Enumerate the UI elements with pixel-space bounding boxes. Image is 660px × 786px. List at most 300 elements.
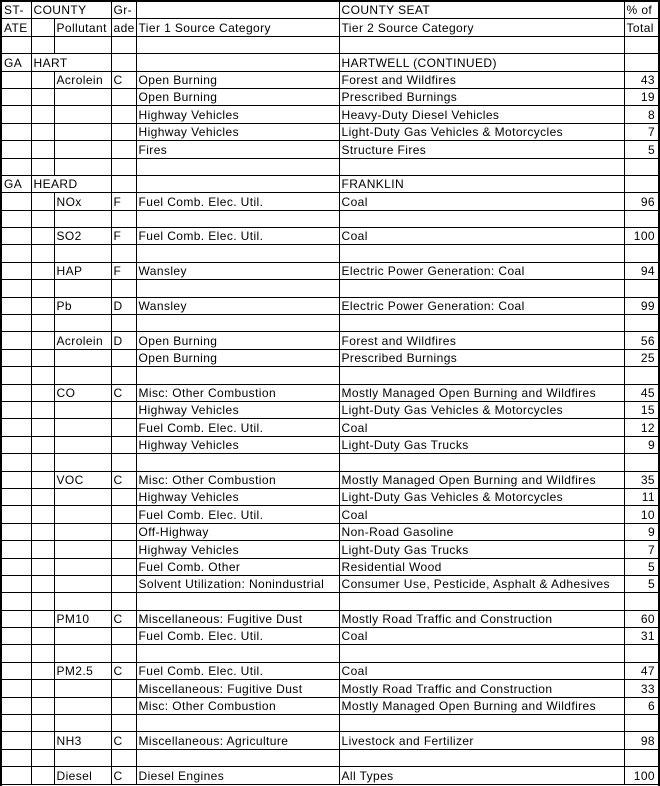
empty-cell-state [2, 593, 31, 610]
pct-cell: 96 [624, 193, 658, 210]
empty-cell-pollutant [54, 645, 111, 662]
tier2-cell: Coal [339, 506, 624, 523]
tier1-cell: Open Burning [136, 349, 339, 366]
state-empty [2, 384, 31, 401]
header-pct-bottom: Total [624, 19, 658, 36]
empty-cell-pct [624, 158, 658, 175]
empty-cell-county [31, 715, 54, 732]
tier1-cell: Wansley [136, 262, 339, 279]
state-empty [2, 297, 31, 314]
grade-cell: D [111, 297, 136, 314]
spacer-row [2, 593, 658, 610]
tier1-cell: Misc: Other Combustion [136, 471, 339, 488]
table-row [2, 123, 658, 140]
tier2-cell: Coal [339, 419, 624, 436]
pollutant-empty [54, 541, 111, 558]
tier1-cell: Fuel Comb. Elec. Util. [136, 662, 339, 679]
pct-cell: 99 [624, 297, 658, 314]
tier1-cell: Open Burning [136, 88, 339, 105]
empty-cell-state [2, 454, 31, 471]
empty-cell-pollutant [54, 36, 111, 53]
tier2-cell: Coal [339, 228, 624, 245]
header-county: COUNTY [31, 2, 111, 19]
county-empty [31, 732, 54, 749]
grade-empty [111, 680, 136, 697]
tier1-cell: Fuel Comb. Elec. Util. [136, 419, 339, 436]
empty-cell-state [2, 158, 31, 175]
empty-cell-tier1 [136, 593, 339, 610]
pollutant-empty [54, 141, 111, 158]
table-row [2, 262, 658, 279]
spacer-row [2, 245, 658, 262]
spacer-row [2, 454, 658, 471]
county-empty [31, 628, 54, 645]
pct-cell: 100 [624, 228, 658, 245]
grade-cell: F [111, 193, 136, 210]
header-row-2 [2, 19, 658, 36]
tier1-cell: Highway Vehicles [136, 123, 339, 140]
tier2-cell: Light-Duty Gas Vehicles & Motorcycles [339, 123, 624, 140]
county-row-hart [2, 54, 658, 71]
table-row [2, 610, 658, 627]
empty-cell-tier1 [136, 645, 339, 662]
tier2-cell: Electric Power Generation: Coal [339, 297, 624, 314]
empty-cell-grade [111, 749, 136, 766]
county-empty [31, 541, 54, 558]
tier2-cell: Prescribed Burnings [339, 349, 624, 366]
pct-empty [624, 54, 658, 71]
state-empty [2, 436, 31, 453]
header-tier1-top [136, 2, 339, 19]
empty-cell-county [31, 210, 54, 227]
grade-cell: C [111, 662, 136, 679]
tier2-cell: Forest and Wildfires [339, 71, 624, 88]
table-row [2, 506, 658, 523]
empty-cell-tier1 [136, 367, 339, 384]
county-empty [31, 71, 54, 88]
grade-empty [111, 558, 136, 575]
grade-empty [111, 123, 136, 140]
tier1-cell: Open Burning [136, 332, 339, 349]
tier1-cell: Misc: Other Combustion [136, 384, 339, 401]
empty-cell-state [2, 645, 31, 662]
empty-cell-pct [624, 645, 658, 662]
empty-cell-state [2, 36, 31, 53]
empty-cell-pct [624, 454, 658, 471]
empty-cell-pollutant [54, 367, 111, 384]
county-empty [31, 767, 54, 784]
grade-cell: F [111, 262, 136, 279]
empty-cell-tier2 [339, 454, 624, 471]
empty-cell-grade [111, 210, 136, 227]
pct-cell: 10 [624, 506, 658, 523]
tier1-empty [136, 54, 339, 71]
empty-cell-county [31, 367, 54, 384]
grade-empty [111, 506, 136, 523]
empty-cell-tier2 [339, 210, 624, 227]
state-empty [2, 767, 31, 784]
county-empty [31, 575, 54, 592]
spacer-row [2, 367, 658, 384]
tier2-cell: Electric Power Generation: Coal [339, 262, 624, 279]
county-empty [31, 349, 54, 366]
empty-cell-state [2, 245, 31, 262]
county-empty [31, 262, 54, 279]
empty-cell-pollutant [54, 280, 111, 297]
empty-cell-state [2, 715, 31, 732]
pct-cell: 43 [624, 71, 658, 88]
spacer-row [2, 280, 658, 297]
tier1-cell: Miscellaneous: Fugitive Dust [136, 610, 339, 627]
grade-cell: C [111, 732, 136, 749]
pct-cell: 15 [624, 401, 658, 418]
empty-cell-tier2 [339, 315, 624, 332]
tier1-empty [136, 175, 339, 192]
empty-cell-grade [111, 715, 136, 732]
pollutant-empty [54, 419, 111, 436]
header-tier1: Tier 1 Source Category [136, 19, 339, 36]
county-empty [31, 697, 54, 714]
empty-cell-state [2, 315, 31, 332]
pollutant-empty [54, 523, 111, 540]
county-empty [31, 193, 54, 210]
pct-cell: 33 [624, 680, 658, 697]
empty-cell-county [31, 454, 54, 471]
grade-empty [111, 541, 136, 558]
empty-cell-grade [111, 315, 136, 332]
empty-cell-tier2 [339, 645, 624, 662]
empty-cell-tier1 [136, 280, 339, 297]
county-empty [31, 488, 54, 505]
county-empty [31, 662, 54, 679]
pct-cell: 25 [624, 349, 658, 366]
table-row [2, 767, 658, 784]
pollutant-empty [54, 106, 111, 123]
table-row [2, 436, 658, 453]
tier2-cell: Mostly Managed Open Burning and Wildfires [339, 471, 624, 488]
state-empty [2, 123, 31, 140]
empty-cell-pollutant [54, 715, 111, 732]
tier1-cell: Highway Vehicles [136, 436, 339, 453]
tier2-cell: Consumer Use, Pesticide, Asphalt & Adhesives [339, 575, 624, 592]
pct-cell: 56 [624, 332, 658, 349]
header-county-seat: COUNTY SEAT [339, 2, 624, 19]
empty-cell-pollutant [54, 593, 111, 610]
pct-cell: 35 [624, 471, 658, 488]
pollutant-empty [54, 88, 111, 105]
spacer-row [2, 158, 658, 175]
county-row-heard [2, 175, 658, 192]
pollutant-empty [54, 436, 111, 453]
pollutant-cell: Diesel [54, 767, 111, 784]
pct-cell: 60 [624, 610, 658, 627]
table-row [2, 384, 658, 401]
pollutant-cell: SO2 [54, 228, 111, 245]
state-empty [2, 732, 31, 749]
county-name: HART [31, 54, 111, 71]
tier1-cell: Fuel Comb. Elec. Util. [136, 628, 339, 645]
pollutant-cell: Acrolein [54, 332, 111, 349]
county-empty [31, 558, 54, 575]
table-row [2, 628, 658, 645]
empty-cell-tier1 [136, 245, 339, 262]
grade-cell: D [111, 332, 136, 349]
pollutant-empty [54, 123, 111, 140]
empty-cell-pct [624, 280, 658, 297]
pollutant-empty [54, 558, 111, 575]
county-name: HEARD [31, 175, 111, 192]
empty-cell-grade [111, 645, 136, 662]
empty-cell-pct [624, 367, 658, 384]
table-row [2, 523, 658, 540]
pct-cell: 8 [624, 106, 658, 123]
empty-cell-grade [111, 280, 136, 297]
grade-empty [111, 436, 136, 453]
state-empty [2, 558, 31, 575]
county-empty [31, 401, 54, 418]
header-grade-top: Gr- [111, 2, 136, 19]
empty-cell-pollutant [54, 454, 111, 471]
tier1-cell: Diesel Engines [136, 767, 339, 784]
pct-cell: 5 [624, 141, 658, 158]
empty-cell-tier1 [136, 36, 339, 53]
grade-empty [111, 141, 136, 158]
pct-cell: 98 [624, 732, 658, 749]
tier2-cell: Prescribed Burnings [339, 88, 624, 105]
grade-cell: C [111, 384, 136, 401]
empty-cell-pollutant [54, 315, 111, 332]
pollutant-cell: Pb [54, 297, 111, 314]
header-county-blank [31, 19, 54, 36]
empty-cell-state [2, 749, 31, 766]
pollutant-empty [54, 349, 111, 366]
empty-cell-grade [111, 36, 136, 53]
empty-cell-county [31, 645, 54, 662]
empty-cell-tier2 [339, 245, 624, 262]
grade-cell: F [111, 228, 136, 245]
tier2-cell: Mostly Road Traffic and Construction [339, 610, 624, 627]
state-empty [2, 488, 31, 505]
spacer-row [2, 315, 658, 332]
tier1-cell: Highway Vehicles [136, 541, 339, 558]
empty-cell-county [31, 245, 54, 262]
empty-cell-pollutant [54, 245, 111, 262]
county-empty [31, 436, 54, 453]
table-row [2, 697, 658, 714]
state-empty [2, 88, 31, 105]
empty-cell-county [31, 280, 54, 297]
tier1-cell: Highway Vehicles [136, 401, 339, 418]
empty-cell-tier2 [339, 36, 624, 53]
tier2-cell: Mostly Managed Open Burning and Wildfires [339, 697, 624, 714]
pct-cell: 5 [624, 558, 658, 575]
empty-cell-tier1 [136, 715, 339, 732]
empty-cell-tier2 [339, 158, 624, 175]
grade-empty [111, 523, 136, 540]
grade-empty [111, 488, 136, 505]
state-empty [2, 141, 31, 158]
tier2-cell: Residential Wood [339, 558, 624, 575]
empty-cell-grade [111, 367, 136, 384]
state-empty [2, 628, 31, 645]
header-state-bottom: ATE [2, 19, 31, 36]
tier1-cell: Fuel Comb. Other [136, 558, 339, 575]
grade-empty [111, 628, 136, 645]
tier1-cell: Off-Highway [136, 523, 339, 540]
table-row [2, 680, 658, 697]
pct-cell: 31 [624, 628, 658, 645]
pct-empty [624, 175, 658, 192]
state-empty [2, 332, 31, 349]
header-tier2: Tier 2 Source Category [339, 19, 624, 36]
tier2-cell: Light-Duty Gas Vehicles & Motorcycles [339, 488, 624, 505]
tier2-cell: Coal [339, 662, 624, 679]
spacer-row [2, 36, 658, 53]
state-empty [2, 228, 31, 245]
state-empty [2, 349, 31, 366]
empty-cell-pct [624, 749, 658, 766]
table-row [2, 541, 658, 558]
empty-cell-county [31, 158, 54, 175]
grade-empty [111, 175, 136, 192]
pollutant-empty [54, 697, 111, 714]
state-cell: GA [2, 54, 31, 71]
emissions-table [2, 2, 658, 785]
empty-cell-tier1 [136, 454, 339, 471]
tier2-cell: All Types [339, 767, 624, 784]
county-empty [31, 680, 54, 697]
tier2-cell: Light-Duty Gas Trucks [339, 436, 624, 453]
table-row [2, 141, 658, 158]
table-row [2, 71, 658, 88]
county-empty [31, 228, 54, 245]
tier2-cell: Coal [339, 628, 624, 645]
empty-cell-pct [624, 715, 658, 732]
pct-cell: 45 [624, 384, 658, 401]
county-empty [31, 471, 54, 488]
empty-cell-state [2, 280, 31, 297]
empty-cell-tier1 [136, 749, 339, 766]
tier2-cell: Non-Road Gasoline [339, 523, 624, 540]
header-pollutant: Pollutant [54, 19, 111, 36]
grade-empty [111, 349, 136, 366]
pct-cell: 5 [624, 575, 658, 592]
spacer-row [2, 749, 658, 766]
table-row [2, 401, 658, 418]
tier2-cell: Light-Duty Gas Trucks [339, 541, 624, 558]
county-empty [31, 123, 54, 140]
county-empty [31, 141, 54, 158]
tier1-cell: Miscellaneous: Agriculture [136, 732, 339, 749]
empty-cell-county [31, 749, 54, 766]
tier1-cell: Fuel Comb. Elec. Util. [136, 193, 339, 210]
grade-empty [111, 419, 136, 436]
tier1-cell: Misc: Other Combustion [136, 697, 339, 714]
empty-cell-state [2, 367, 31, 384]
county-empty [31, 106, 54, 123]
empty-cell-tier1 [136, 158, 339, 175]
grade-empty [111, 697, 136, 714]
county-empty [31, 384, 54, 401]
empty-cell-tier2 [339, 715, 624, 732]
grade-cell: C [111, 767, 136, 784]
header-pct-top: % of [624, 2, 658, 19]
pct-cell: 47 [624, 662, 658, 679]
tier2-cell: Forest and Wildfires [339, 332, 624, 349]
grade-cell: C [111, 610, 136, 627]
pct-cell: 9 [624, 436, 658, 453]
grade-empty [111, 88, 136, 105]
county-seat: HARTWELL (CONTINUED) [339, 54, 624, 71]
empty-cell-county [31, 36, 54, 53]
empty-cell-tier1 [136, 315, 339, 332]
pct-cell: 100 [624, 767, 658, 784]
empty-cell-pct [624, 593, 658, 610]
pct-cell: 94 [624, 262, 658, 279]
tier1-cell: Fires [136, 141, 339, 158]
state-empty [2, 71, 31, 88]
state-empty [2, 506, 31, 523]
empty-cell-tier2 [339, 593, 624, 610]
empty-cell-tier1 [136, 210, 339, 227]
state-empty [2, 697, 31, 714]
empty-cell-county [31, 315, 54, 332]
empty-cell-tier2 [339, 280, 624, 297]
state-empty [2, 193, 31, 210]
header-state-top: ST- [2, 2, 31, 19]
table-row [2, 488, 658, 505]
state-empty [2, 541, 31, 558]
table-row [2, 228, 658, 245]
tier1-cell: Fuel Comb. Elec. Util. [136, 228, 339, 245]
empty-cell-tier2 [339, 749, 624, 766]
table-row [2, 662, 658, 679]
empty-cell-grade [111, 593, 136, 610]
empty-cell-pct [624, 315, 658, 332]
spacer-row [2, 645, 658, 662]
tier1-cell: Wansley [136, 297, 339, 314]
county-seat: FRANKLIN [339, 175, 624, 192]
spacer-row [2, 715, 658, 732]
pct-cell: 9 [624, 523, 658, 540]
pollutant-empty [54, 680, 111, 697]
pct-cell: 11 [624, 488, 658, 505]
pollutant-empty [54, 488, 111, 505]
empty-cell-pct [624, 245, 658, 262]
grade-cell: C [111, 71, 136, 88]
empty-cell-pct [624, 210, 658, 227]
tier1-cell: Miscellaneous: Fugitive Dust [136, 680, 339, 697]
table-row [2, 732, 658, 749]
tier1-cell: Highway Vehicles [136, 106, 339, 123]
empty-cell-tier2 [339, 367, 624, 384]
pct-cell: 12 [624, 419, 658, 436]
pollutant-cell: PM10 [54, 610, 111, 627]
empty-cell-state [2, 210, 31, 227]
state-cell: GA [2, 175, 31, 192]
pollutant-empty [54, 575, 111, 592]
table-row [2, 419, 658, 436]
county-empty [31, 332, 54, 349]
pollutant-cell: PM2.5 [54, 662, 111, 679]
pct-cell: 7 [624, 123, 658, 140]
county-empty [31, 506, 54, 523]
pollutant-empty [54, 506, 111, 523]
table-row [2, 297, 658, 314]
header-row-1 [2, 2, 658, 19]
tier2-cell: Heavy-Duty Diesel Vehicles [339, 106, 624, 123]
state-empty [2, 262, 31, 279]
